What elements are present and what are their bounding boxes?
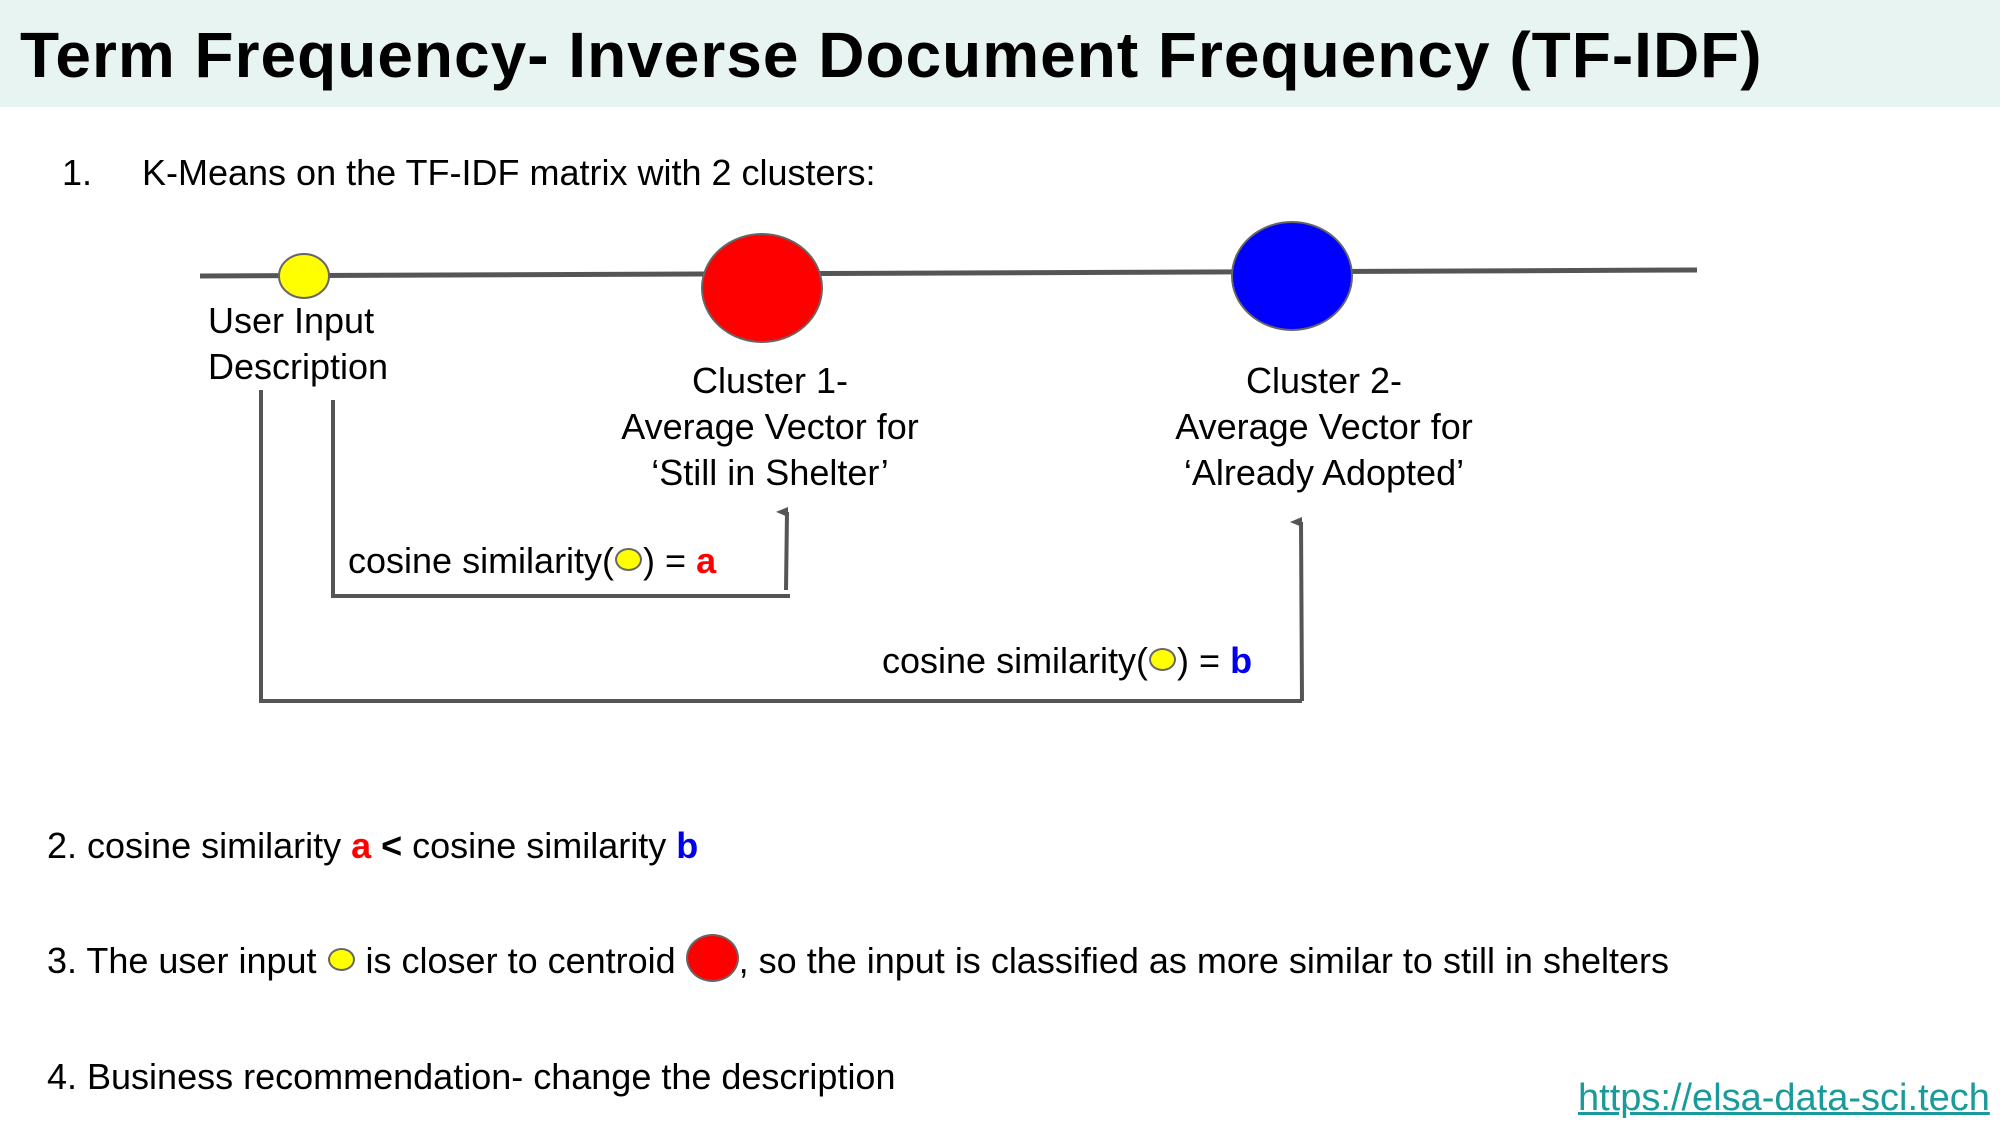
cluster1-label-line1: Cluster 1- [691,360,849,401]
cluster1-label-line3: ‘Still in Shelter’ [651,452,889,493]
user-input-label-line1: User Input [208,300,375,341]
cluster1-dot-icon [686,934,739,982]
cluster2-label [1124,358,1524,496]
user-input-label [208,298,388,390]
var-b: b [1230,640,1253,681]
axis-line [200,270,1697,276]
var-a: a [696,540,717,581]
user-input-point [279,254,329,298]
step3-text: 3. The user input is closer to centroid , so the input is classified as more similar to still in shelters [47,940,1669,982]
step4-text: 4. Business recommendation- change the description [47,1056,896,1097]
user-input-dot-icon [615,548,642,571]
arrow-a [786,512,787,590]
similarity-a-label: cosine similarity( ) = a [348,540,717,581]
user-input-dot-icon [328,948,355,971]
cluster2-label-line1: Cluster 2- [1245,360,1403,401]
page-title: Term Frequency- Inverse Document Frequency (TF-IDF) [20,19,1763,91]
footer-link[interactable]: https://elsa-data-sci.tech [1578,1077,1990,1119]
cluster2-label-line2: Average Vector for [1175,406,1473,447]
step2-text: 2. cosine similarity a < cosine similarity b [47,825,699,866]
arrow-b [1301,522,1302,701]
user-input-label-line2: Description [208,346,389,387]
cluster1-label-line2: Average Vector for [621,406,919,447]
cluster2-label-line3: ‘Already Adopted’ [1183,452,1465,493]
step1-number: 1. [62,152,93,193]
cluster1-label [570,358,970,496]
step1-text: K-Means on the TF-IDF matrix with 2 clusters: [142,152,876,193]
user-input-dot-icon [1149,648,1176,671]
similarity-b-label: cosine similarity( ) = b [882,640,1253,681]
cluster2-centroid [1232,222,1352,330]
cluster1-centroid [702,234,822,342]
